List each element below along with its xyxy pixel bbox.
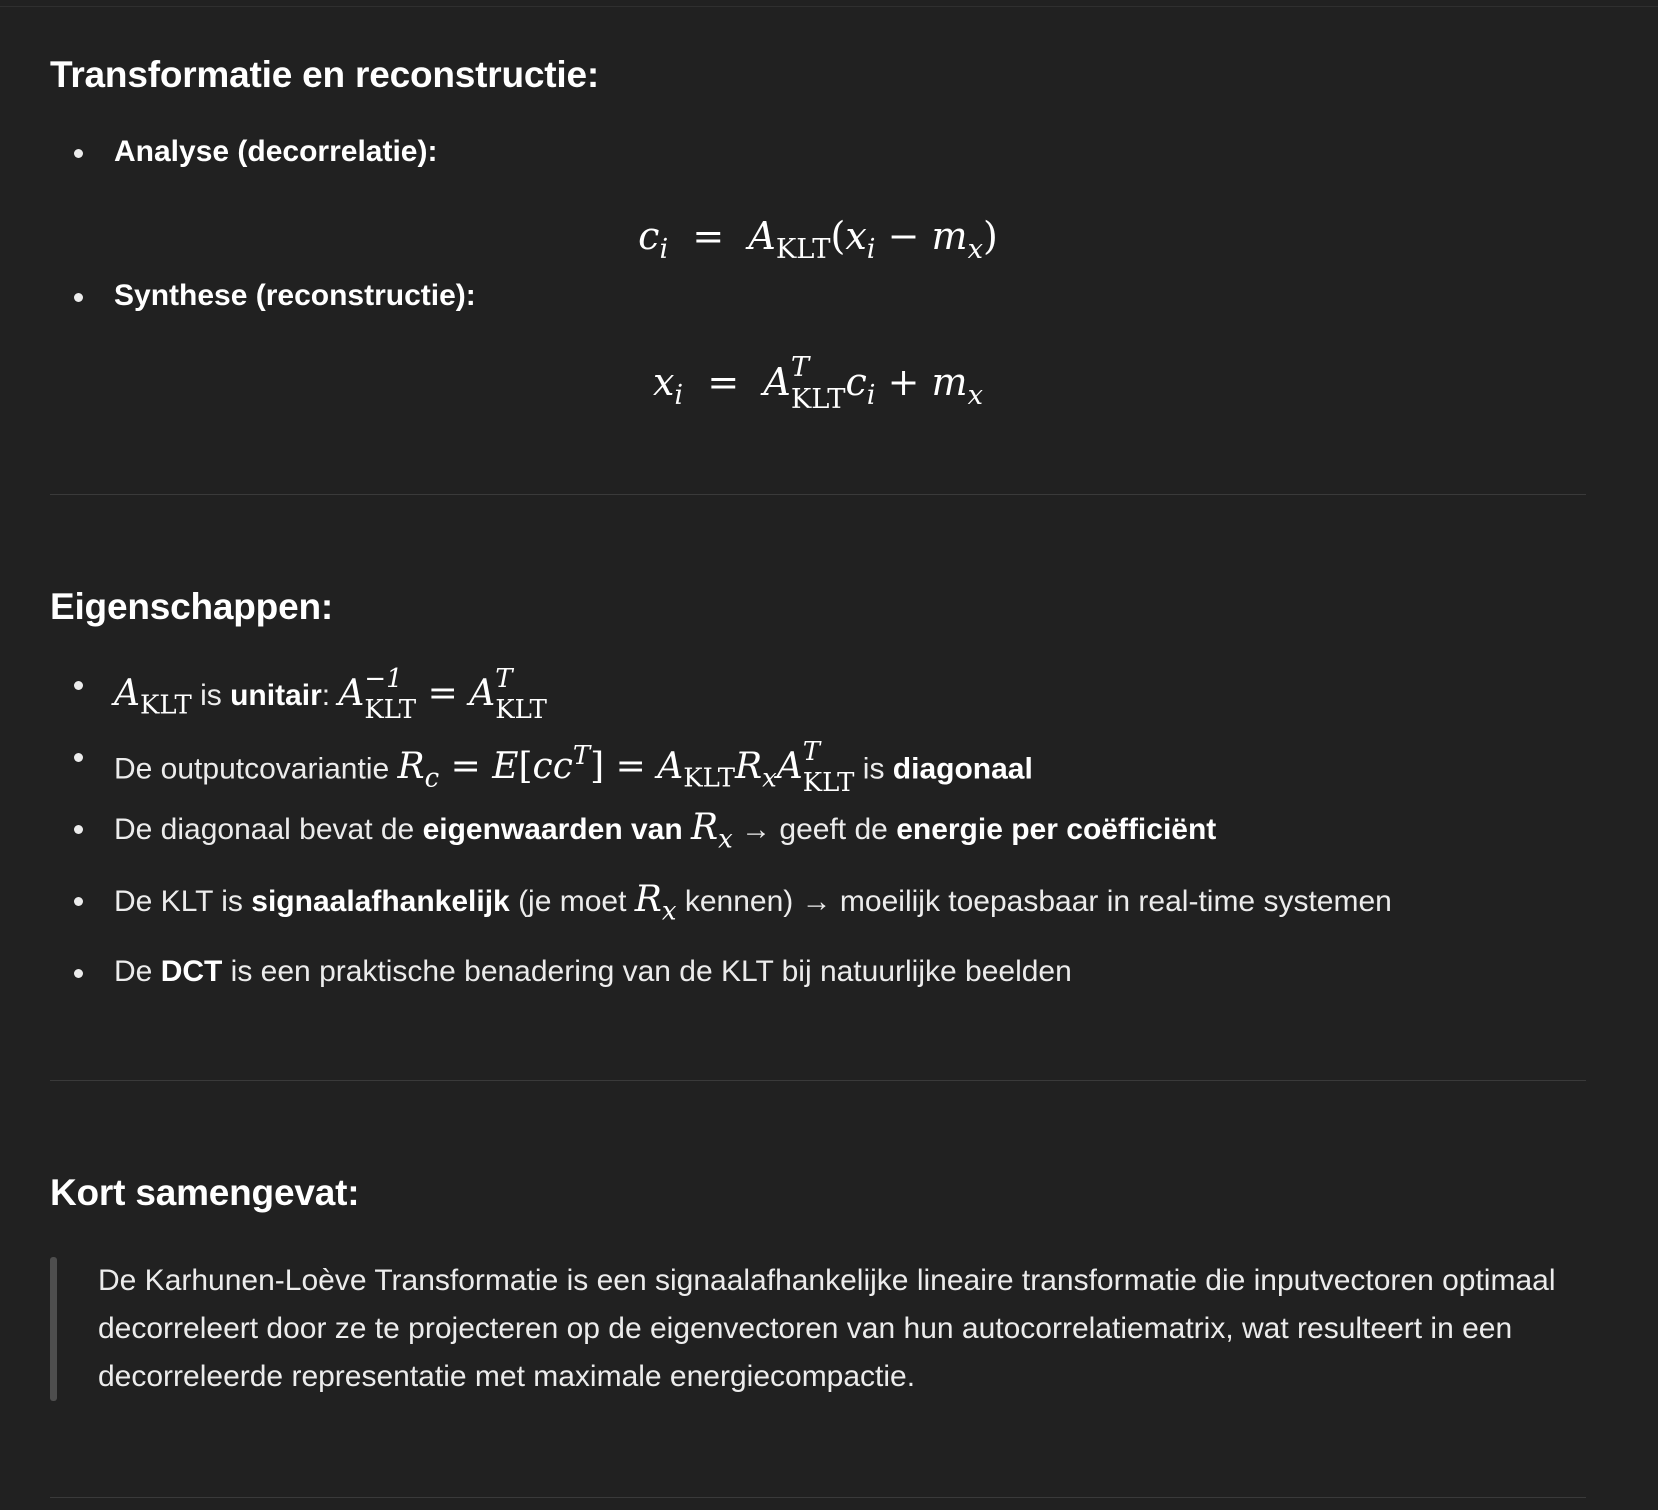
- klt-sub: KLT: [140, 690, 192, 721]
- bold-dct: DCT: [160, 955, 223, 988]
- bold-diagonaal: diagonaal: [892, 752, 1033, 786]
- heading-transform: Transformatie en reconstructie:: [50, 54, 599, 95]
- bold-unitair: unitair: [230, 679, 322, 712]
- inverse-sup: −1: [364, 664, 403, 694]
- analysis-label: Analyse (decorrelatie):: [114, 135, 438, 168]
- bottom-divider: [50, 1497, 1586, 1498]
- divider: [50, 494, 1586, 495]
- text-is: is: [854, 752, 893, 786]
- heading-properties: Eigenschappen:: [50, 586, 333, 627]
- text-suffix: is een praktische benadering van de KLT bij natuurlijke beelden: [222, 955, 1072, 988]
- transpose-sup: T: [790, 352, 810, 383]
- bold-signaalafhankelijk: signaalafhankelijk: [251, 885, 510, 918]
- bold-energie: energie per coëfficiënt: [896, 813, 1217, 846]
- analysis-equation: $c_i = A_{KLT}(x_i - m_x)$: [638, 214, 998, 265]
- bold-eigenwaarden: eigenwaarden van: [422, 813, 692, 846]
- text-mid: (je moet: [509, 885, 635, 918]
- transpose-sup: T: [572, 741, 591, 771]
- synthesis-label: Synthese (reconstructie):: [114, 279, 476, 312]
- heading-summary: Kort samengevat:: [50, 1172, 360, 1213]
- klt-sub: KLT: [364, 694, 417, 725]
- transpose-sup: T: [802, 737, 820, 768]
- klt-sub: KLT: [683, 763, 735, 794]
- text-mid: → geeft de: [732, 813, 897, 846]
- text-suffix: kennen) → moeilijk toepasbaar in real-time systemen: [676, 885, 1392, 918]
- text-prefix: De diagonaal bevat de: [114, 813, 423, 846]
- text-is: is: [191, 679, 231, 712]
- blockquote-bar: [50, 1257, 57, 1401]
- klt-sub: KLT: [802, 767, 855, 798]
- summary-quote-text: De Karhunen-Loève Transformatie is een signaalafhankelijke lineaire transformatie die inputvectoren optimaal decorreleert door ze te projecteren op de eigenvectoren van hun autocorrelatiematrix, wat resulteert in een decorreleerde representatie met maximale energiecompactie.: [98, 1264, 1556, 1393]
- divider: [50, 1080, 1586, 1081]
- klt-sub: KLT: [775, 233, 831, 265]
- synthesis-equation: $x_i = A$ T KLT $c_i + m_x$: [652, 352, 984, 416]
- text-colon: :: [321, 679, 339, 712]
- top-divider: [0, 6, 1658, 7]
- klt-sub: KLT: [495, 694, 547, 725]
- transpose-sup: T: [495, 664, 513, 694]
- text-prefix: De: [114, 955, 161, 988]
- klt-sub: KLT: [790, 384, 846, 416]
- text-prefix: De outputcovariantie: [114, 752, 398, 786]
- text-prefix: De KLT is: [114, 885, 252, 918]
